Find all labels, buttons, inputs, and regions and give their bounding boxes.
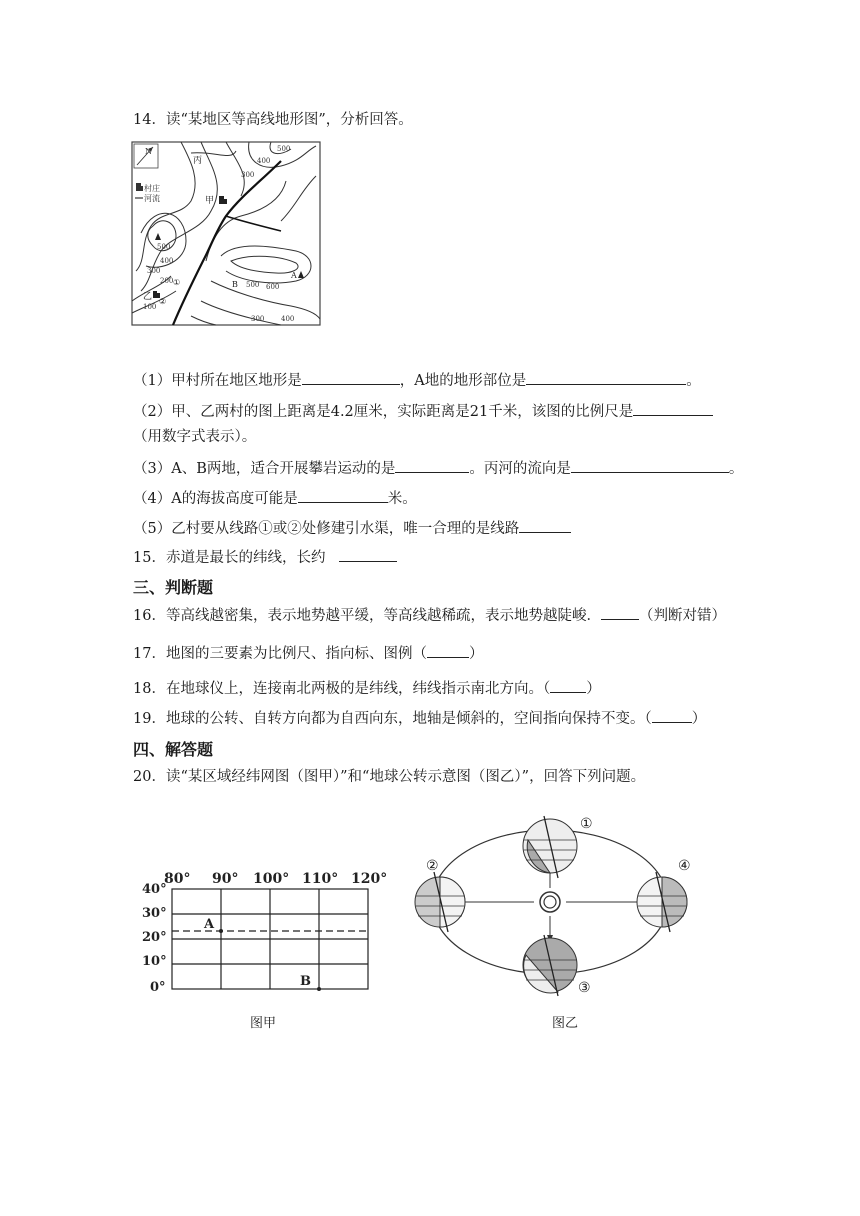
route-1: ① xyxy=(173,278,181,287)
lat-lon-grid-figure xyxy=(132,865,392,1005)
contour-label: 100 xyxy=(143,303,157,311)
answer-blank[interactable] xyxy=(298,488,388,503)
close-paren: ） xyxy=(468,646,484,662)
answer-blank[interactable] xyxy=(302,370,400,385)
point-A-label: A xyxy=(204,917,215,932)
q14-sub3 xyxy=(133,458,743,479)
q18 xyxy=(133,678,601,699)
q14-sub1-text-b: ，A地的地形部位是 xyxy=(399,373,527,389)
answer-blank[interactable] xyxy=(339,547,397,562)
q16 xyxy=(133,605,726,626)
section-heading: 三、判断题 xyxy=(133,578,214,597)
q14-sub1-text-a: （1）甲村所在地区地形是 xyxy=(133,373,302,389)
contour-label: 400 xyxy=(257,157,271,165)
figure-caption: 图乙 xyxy=(552,1016,579,1031)
contour-label: 400 xyxy=(160,257,174,265)
lon-label: 80° xyxy=(164,871,191,887)
contour-label: 500 xyxy=(157,243,171,251)
label-bing: 丙 xyxy=(193,156,203,166)
lat-label: 40° xyxy=(142,882,167,897)
q14-sub5 xyxy=(133,518,571,539)
answer-blank[interactable] xyxy=(427,643,469,658)
q14-sub1-text-c: 。 xyxy=(686,373,701,389)
answer-blank[interactable] xyxy=(526,370,686,385)
contour-label: 500 xyxy=(277,145,291,153)
point-B-label: B xyxy=(300,974,311,989)
lon-label: 110° xyxy=(302,871,339,887)
q16-text: 16．等高线越密集，表示地势越平缓，等高线越稀疏，表示地势越陡峻． xyxy=(133,608,601,624)
q14-sub3-text-a: （3）A、B两地，适合开展攀岩运动的是 xyxy=(133,461,396,477)
q18-text: 18．在地球仪上，连接南北两极的是纬线，纬线指示南北方向。（ xyxy=(133,681,551,697)
answer-blank[interactable] xyxy=(601,605,639,620)
q14-sub3-text-c: 。 xyxy=(728,461,744,477)
close-paren: ） xyxy=(586,681,601,697)
answer-blank[interactable] xyxy=(633,401,713,416)
q15-text: 15．赤道是最长的纬线，长约 xyxy=(133,550,326,566)
lat-label: 0° xyxy=(150,980,166,995)
contour-label: 200 xyxy=(160,277,174,285)
contour-label: 500 xyxy=(246,281,260,289)
route-2: ② xyxy=(159,297,167,306)
q19-text: 19．地球的公转、自转方向都为自西向东，地轴是倾斜的，空间指向保持不变。（ xyxy=(133,711,652,727)
label-yi: 乙 xyxy=(143,292,153,302)
q14-stem: 14．读“某地区等高线地形图”，分析回答。 xyxy=(133,112,413,128)
orbit-position-label: ② xyxy=(426,858,439,874)
q16-suffix: （判断对错） xyxy=(638,608,726,624)
figure-caption: 图甲 xyxy=(250,1016,277,1031)
q17-text: 17．地图的三要素为比例尺、指向标、图例（ xyxy=(133,646,427,662)
section-heading: 四、解答题 xyxy=(133,740,214,759)
label-B: B xyxy=(232,280,238,289)
contour-label: 400 xyxy=(281,315,295,323)
close-paren: ） xyxy=(691,711,707,727)
q14-sub2 xyxy=(133,401,713,422)
lat-label: 30° xyxy=(142,906,167,921)
q14-sub2-text-a: （2）甲、乙两村的图上距离是4.2厘米，实际距离是21千米，该图的比例尺是 xyxy=(133,404,634,420)
lat-label: 10° xyxy=(142,954,167,969)
q14-sub4-text-a: （4）A的海拔高度可能是 xyxy=(133,491,298,507)
north-label: N xyxy=(145,147,152,156)
legend-river-label: 河流 xyxy=(144,194,160,203)
lon-label: 90° xyxy=(212,871,239,887)
orbit-position-label: ① xyxy=(580,816,593,832)
q20-stem: 20．读“某区域经纬网图（图甲）”和“地球公转示意图（图乙）”，回答下列问题。 xyxy=(133,769,646,785)
answer-blank[interactable] xyxy=(652,708,692,723)
answer-blank[interactable] xyxy=(571,458,729,473)
label-A: A xyxy=(291,271,297,280)
label-jia: 甲 xyxy=(205,196,215,206)
q14-sub4 xyxy=(133,488,417,509)
answer-blank[interactable] xyxy=(519,518,571,533)
q17 xyxy=(133,643,483,664)
lon-label: 100° xyxy=(253,871,290,887)
q19 xyxy=(133,708,706,729)
orbit-position-label: ④ xyxy=(678,858,691,874)
legend-village-label: 村庄 xyxy=(144,184,160,193)
earth-orbit-figure xyxy=(408,810,708,1010)
q14-sub4-text-b: 米。 xyxy=(387,491,417,507)
contour-label: 300 xyxy=(241,171,255,179)
q14-sub2-cont: （用数字式表示）。 xyxy=(133,429,257,445)
q15 xyxy=(133,547,397,568)
contour-map xyxy=(131,141,321,326)
contour-label: 300 xyxy=(251,315,265,323)
orbit-position-label: ③ xyxy=(578,980,591,996)
q14-sub5-text: （5）乙村要从线路①或②处修建引水渠，唯一合理的是线路 xyxy=(133,521,520,537)
contour-label: 300 xyxy=(147,267,161,275)
lat-label: 20° xyxy=(142,930,167,945)
q14-sub1 xyxy=(133,370,701,391)
answer-blank[interactable] xyxy=(395,458,469,473)
q14-sub3-text-b: 。丙河的流向是 xyxy=(469,461,571,477)
contour-label: 600 xyxy=(266,283,280,291)
answer-blank[interactable] xyxy=(550,678,586,693)
lon-label: 120° xyxy=(351,871,388,887)
